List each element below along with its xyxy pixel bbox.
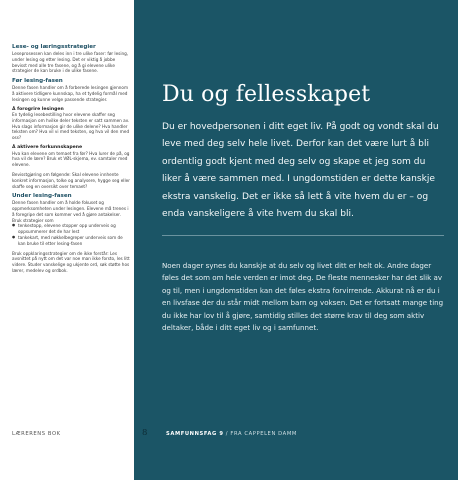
page-number: 8	[142, 428, 148, 438]
section-under-lesing	[12, 193, 130, 246]
section-text: Denne fasen handler om å holde fokuset og oppmerksomheten under lesingen. Elevene må trenes i å foregripe det som kommer ved å gjøre antakelser. Bruk strategier som	[12, 200, 129, 223]
section-text: Leseprosessen kan deles inn i tre ulike faser: før lesing, under lesing og etter lesing. Det er viktig å jobbe bevisst med alle tre fasene, og å gi elevene ulike strategier de kan bruke i de ulike fasene.	[12, 50, 129, 74]
section-text: Hva kan elevene om temaet fra før? Hva lurer de på, og hva vil de lære? Bruk et VØL-skjema, ev. samtaler med elevene.	[12, 150, 130, 168]
section-heading: Under lesing-fasen	[12, 193, 72, 200]
section-heading: Lese- og læringsstrategier	[12, 44, 96, 50]
section-for-lesing	[12, 78, 130, 102]
section-heading: Før lesing-fasen	[12, 78, 63, 85]
divider	[162, 235, 444, 236]
footer-book-label: LÆRERENS BOK	[12, 431, 61, 437]
section-forogrire	[12, 107, 130, 141]
section-text: Denne fasen handler om å forberede lesingen gjennom å aktivere tidligere kunnskap, ha et tydelig formål med lesingen og kunne velge passende strategier.	[12, 85, 129, 102]
section-forkunnskaper	[12, 145, 130, 168]
page-title: Du og fellesskapet	[162, 82, 371, 107]
section-text: Bruk oppklaringsstrategier om de ikke forstår: Les avsnittet på nytt om det var noe man ikke forsto, les litt videre. Studer vanskelige og ukjente ord, søk støtte hos lærer, medelev og ordbok.	[12, 250, 130, 274]
bullet-item: ● tankekart, med nøkkelbegreper underveis som de kan bruke til etter lesing-fasen	[12, 235, 130, 247]
body-paragraph: Noen dager synes du kanskje at du selv og livet ditt er helt ok. Andre dager føles det som om hele verden er imot deg. De fleste mennesker har det slik av og til, men i ungdomstiden kan det føles ekstra forvirrende. Akkurat nå er du i en livsfase der du står midt mellom barn og voksen. Det er fortsatt mange ting du ikke har lov til å gjøre, samtidig stilles det større krav til deg som aktiv deltaker, både i ditt eget liv og i samfunnet.	[162, 260, 444, 333]
subsection-heading: Å forogrire lesingen	[12, 106, 64, 112]
publisher-name: FRA CAPPELEN DAMM	[230, 431, 297, 437]
bullet-item: ● tenkestopp, elevene stopper opp underveis og oppsummerer det de har lest	[12, 223, 130, 235]
book-name: SAMFUNNSFAG 9	[166, 431, 224, 437]
main-content	[134, 0, 458, 480]
body-text	[162, 260, 444, 335]
section-oppklaring	[12, 251, 130, 274]
subsection-heading: Å aktivere forkunnskapene	[12, 145, 83, 151]
intro-paragraph: Du er hovedpersonen i ditt eget liv. På godt og vondt skal du leve med deg selv hele livet. Derfor kan det være lurt å bli ordentlig godt kjent med deg selv og skape et jeg som du liker å være sammen med. I ungdomstiden er dette kanskje ekstra vanskelig. Det er ikke så lett å vite hvem du er – og enda vanskeligere å vite hvem du skal bli.	[162, 122, 439, 220]
section-bevisstgjoring	[12, 172, 130, 189]
section-text: En tydelig lesebestilling hvor elevene skaffer seg informasjon om hvilke deler teksten er satt sammen av. Hva slags informasjon gir de ulike delene? Hva handler teksten om? Hva vil vi med teksten, og hva vil den med oss?	[12, 112, 130, 141]
section-lese-strategier	[12, 44, 130, 74]
publisher-separator: /	[225, 431, 229, 437]
section-text: Bevisstgjøring om følgende: Skal elevene innhente konkret informasjon, tolke og analysere, hygge seg eller skaffe seg en oversikt over temaet?	[12, 171, 130, 189]
footer-book-title	[166, 431, 297, 437]
sidebar-notes	[0, 0, 134, 480]
